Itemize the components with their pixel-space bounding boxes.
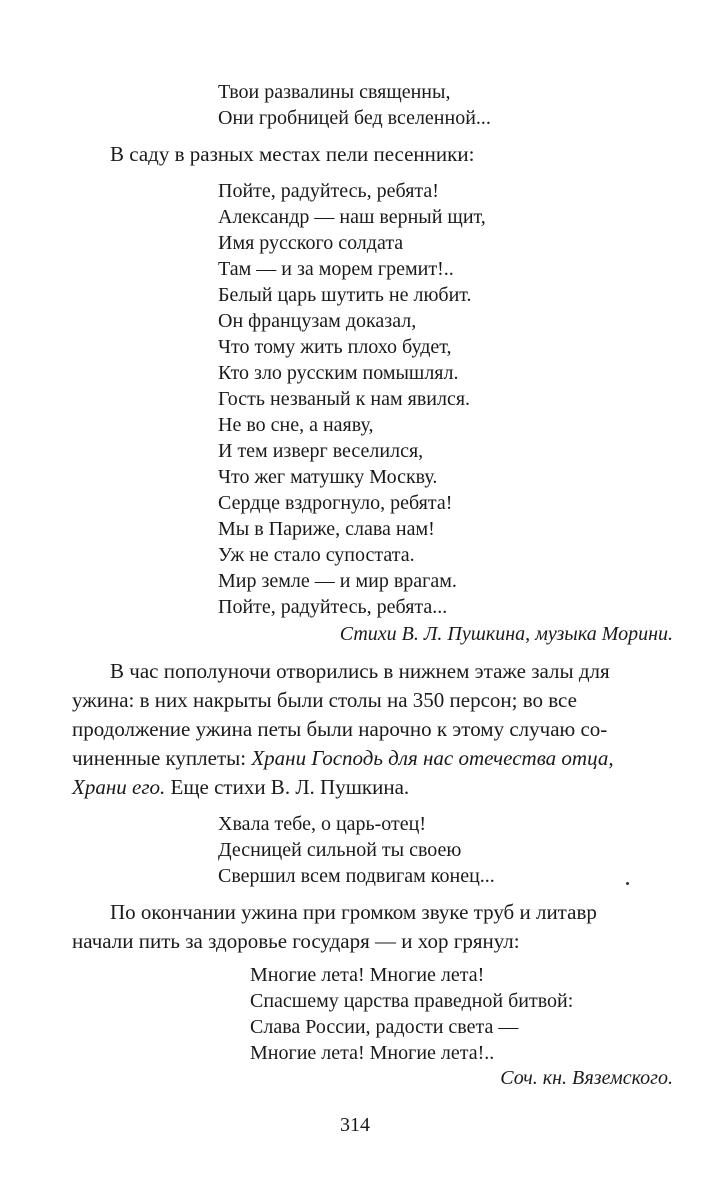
verse-line: Многие лета! Многие лета!.. — [250, 1042, 495, 1064]
verse-line: Что жег матушку Москву. — [218, 466, 438, 488]
prose-line: В саду в разных местах пели песенники: — [110, 142, 475, 166]
prose-line: В час пополуночи отворились в нижнем этаже залы для — [110, 659, 610, 683]
attribution: Соч. кн. Вяземского. — [500, 1067, 673, 1089]
verse-line: Там — и за морем гремит!.. — [218, 258, 454, 280]
prose-line: По окончании ужина при громком звуке труб и литавр — [110, 900, 597, 924]
prose-line: ужина: в них накрыты были столы на 350 персон; во все — [72, 688, 577, 712]
song-title: Храни его. — [72, 775, 166, 799]
print-speck — [626, 882, 629, 885]
verse-line: Твои развалины священны, — [218, 81, 451, 103]
verse-line: Не во сне, а наяву, — [218, 414, 374, 436]
verse-line: Белый царь шутить не любит. — [218, 284, 472, 306]
verse-line: Гость незваный к нам явился. — [218, 388, 471, 410]
verse-line: Имя русского солдата — [218, 232, 404, 254]
prose-line: продолжение ужина петы были нарочно к этому случаю со- — [72, 717, 608, 741]
verse-line: Десницей сильной ты своею — [218, 839, 462, 861]
prose-line — [72, 775, 409, 799]
verse-line: Мы в Париже, слава нам! — [218, 518, 435, 540]
verse-line: Александр — наш верный щит, — [218, 206, 486, 228]
verse-line: Слава России, радости света — — [250, 1016, 519, 1038]
verse-line: Спасшему царства праведной битвой: — [250, 990, 574, 1012]
verse-line: Он французам доказал, — [218, 310, 417, 332]
prose-line: начали пить за здоровье государя — и хор грянул: — [72, 929, 520, 953]
verse-line: Мир земле — и мир врагам. — [218, 570, 457, 592]
prose-line — [72, 746, 614, 770]
verse-line: Пойте, радуйтесь, ребята! — [218, 180, 439, 202]
prose-text: Еще стихи В. Л. Пушкина. — [165, 775, 410, 799]
verse-line: Хвала тебе, о царь-отец! — [218, 813, 427, 835]
verse-line: Пойте, радуйтесь, ребята... — [218, 596, 448, 618]
verse-line: Кто зло русским помышлял. — [218, 362, 459, 384]
verse-line: Сердце вздрогнуло, ребята! — [218, 492, 453, 514]
verse-line: И тем изверг веселился, — [218, 440, 424, 462]
attribution: Стихи В. Л. Пушкина, музыка Морини. — [339, 623, 673, 645]
verse-line: Свершил всем подвигам конец... — [218, 865, 495, 887]
song-title: Храни Господь для нас отечества отца, — [251, 746, 614, 770]
verse-line: Что тому жить плохо будет, — [218, 336, 452, 358]
verse-line: Уж не стало супостата. — [218, 544, 415, 566]
verse-line: Они гробницей бед вселенной... — [218, 107, 491, 129]
page-number: 314 — [340, 1114, 370, 1136]
verse-line: Многие лета! Многие лета! — [250, 964, 485, 986]
prose-text: чиненные куплеты: — [72, 746, 252, 770]
